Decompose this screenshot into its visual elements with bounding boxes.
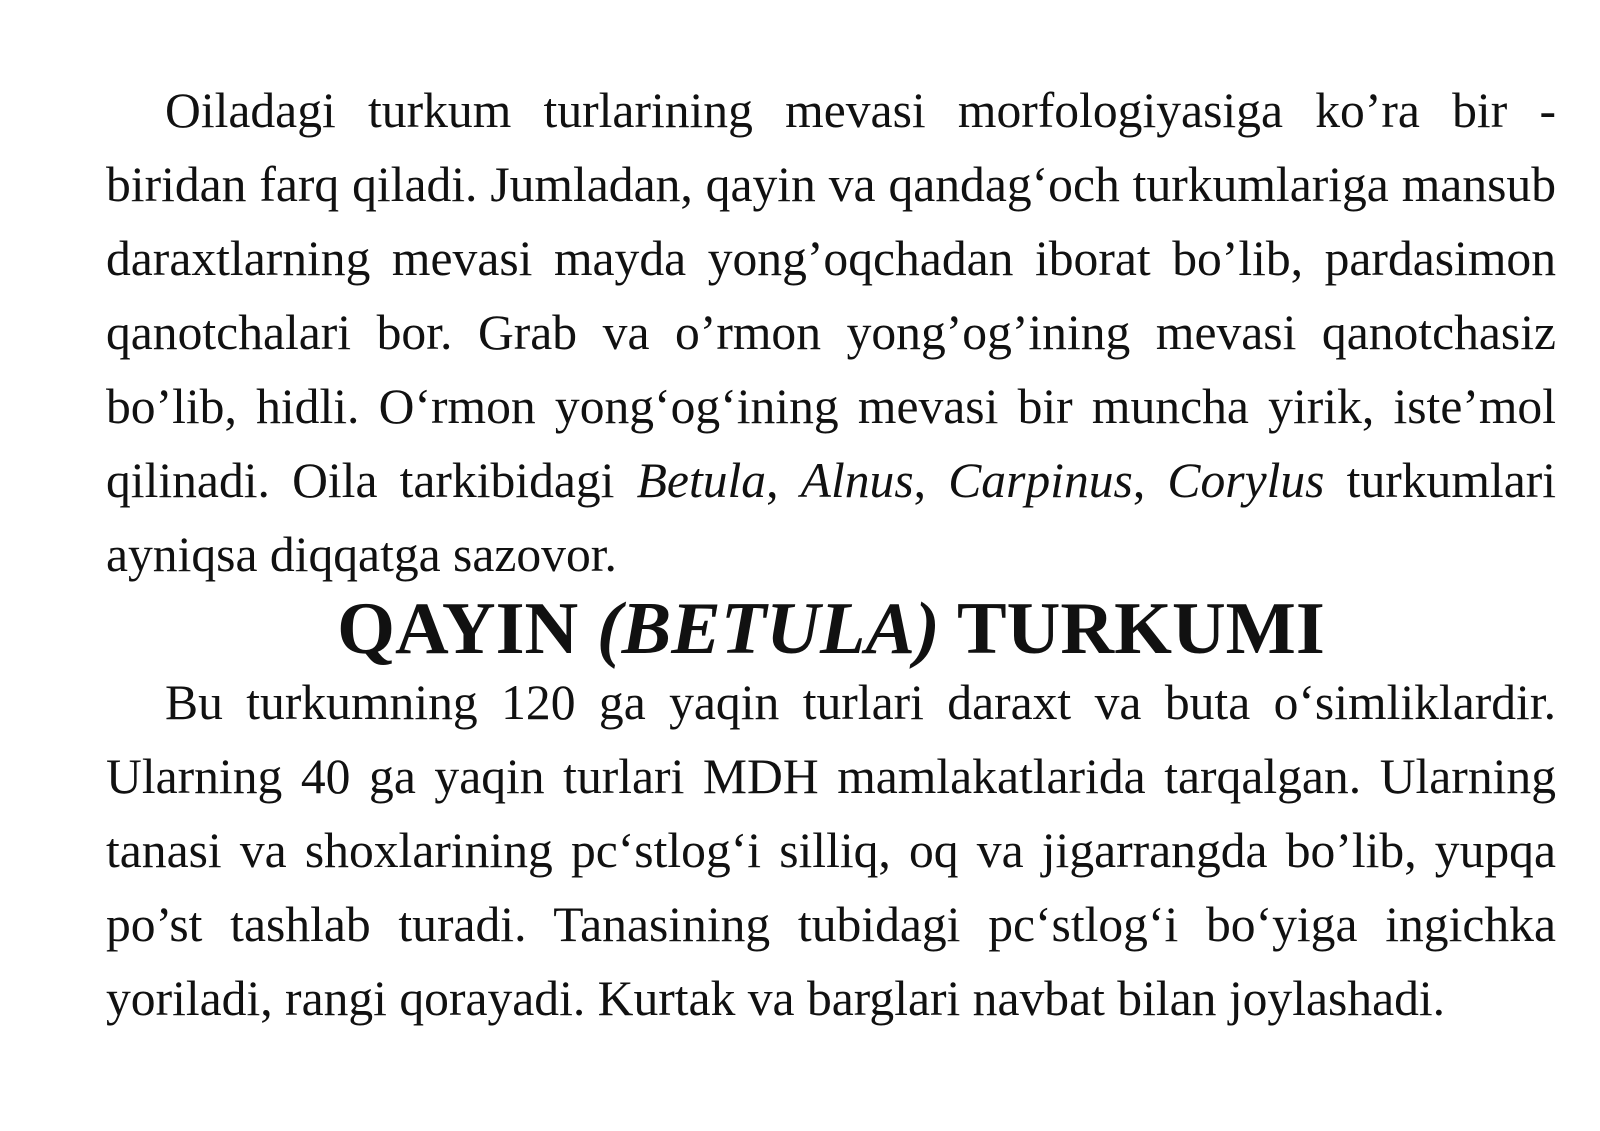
genus-name-alnus: Alnus [800,453,914,508]
heading-text: QAYIN [337,588,597,670]
genus-name-betula: Betula [636,453,767,508]
document-page [106,74,1556,1036]
genus-name-carpinus: Carpinus [948,453,1133,508]
separator: , [766,453,801,508]
heading-latin-name: (BETULA) [596,588,940,670]
separator: , [913,453,949,508]
paragraph-text: Oiladagi turkum turlarining mevasi morfologiyasiga ko’ra bir - biridan farq qiladi. Jumladan, qayin va qandag‘och turkumlariga mansub daraxtlarning mevasi mayda yong’oqchadan iborat bo’lib, pardasimon qanotchalari bor. Grab va o’rmon yong’og’ining mevasi qanotchasiz bo’lib, hidli. O‘rmon yong‘og‘ining mevasi bir muncha yirik, iste’mol qilinadi. Oila tarkibidagi [106,83,1556,508]
paragraph-text: turkumlari ayniqsa diqqatga sazovor. [106,453,1557,582]
genus-name-corylus: Corylus [1167,453,1325,508]
paragraph-fruit-morphology [106,74,1556,592]
heading-text: TURKUMI [939,588,1325,670]
paragraph-betula-description [106,666,1556,1036]
section-heading [106,588,1556,670]
paragraph-text: Bu turkumning 120 ga yaqin turlari daraxt va buta o‘simliklardir. Ularning 40 ga yaqin turlari MDH mamlakatlarida tarqalgan. Ularning tanasi va shoxlarining pc‘stlog‘i silliq, oq va jigarrangda bo’lib, yupqa po’st tashlab turadi. Tanasining tubidagi pc‘stlog‘i bo‘yiga ingichka yoriladi, rangi qorayadi. Kurtak va barglari navbat bilan joylashadi. [106,675,1556,1026]
separator: , [1132,453,1168,508]
